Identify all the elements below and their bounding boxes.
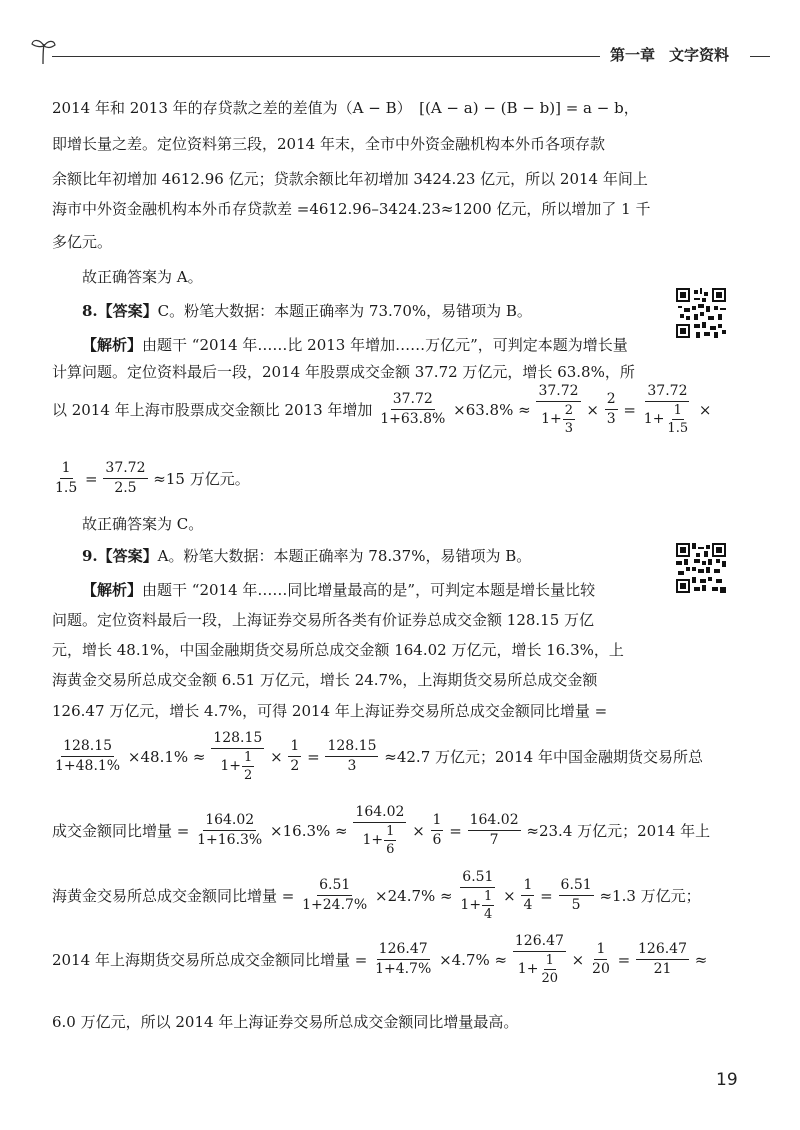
fraction: $\frac{128.15}{1+48.1\%}$ xyxy=(55,738,121,774)
text-line: 余额比年初增加 4612.96 亿元；贷款余额比年初增加 3424.23 亿元，所以 2014 年间上 xyxy=(52,170,648,188)
text-line: 多亿元。 xyxy=(52,233,113,251)
text-line: 2014 年和 2013 年的存贷款之差的差值为（A − B） [(A − a) − (B − b)] = a − b， xyxy=(52,99,639,117)
text-line: 126.47 万亿元，增长 4.7%，可得 2014 年上海证券交易所总成交金额同比增量 = xyxy=(52,702,608,720)
text-line: 6.0 万亿元，所以 2014 年上海证券交易所总成交金额同比增量最高。 xyxy=(52,1013,519,1031)
fraction: $\frac{126.47}{1+4.7\%}$ xyxy=(375,941,432,977)
q8-equation-1: 以 2014 年上海市股票成交金额比 2013 年增加 $\frac{37.72}{1+63.8\%}$ ×63.8% ≈ 37.72 1+ $\frac{2}{3}$ × $\frac{2}{3}$ = 37.72 1+ $\frac{1}{1.5}$ × xyxy=(52,383,712,436)
fraction: 128.15 1+ $\frac{1}{2}$ xyxy=(213,730,263,783)
header-rule-right xyxy=(750,56,770,57)
q9-equation-2: 成交金额同比增量 = $\frac{164.02}{1+16.3\%}$ ×16.3% ≈ 164.02 1+ $\frac{1}{6}$ × $\frac{1}{6}$ = $\frac{164.02}{7}$ ≈23.4 万亿元；2014 年上 xyxy=(52,804,711,857)
header-rule-left xyxy=(52,56,600,57)
text-line: 海黄金交易所总成交金额 6.51 万亿元，增长 24.7%，上海期货交易所总成交金额 xyxy=(52,671,598,689)
q8-analysis-text: 由题干 “2014 年……比 2013 年增加……万亿元”，可判定本题为增长量 xyxy=(142,336,628,354)
fraction: $\frac{164.02}{7}$ xyxy=(469,812,519,848)
text-line: 海市中外资金融机构本外币存贷款差 =4612.96–3424.23≈1200 亿元，所以增加了 1 千 xyxy=(52,200,651,218)
q8-answer-line xyxy=(82,301,532,321)
q8-analysis-label: 【解析】 xyxy=(82,336,143,354)
fraction: $\frac{37.72}{2.5}$ xyxy=(105,460,146,496)
qr-code-icon[interactable] xyxy=(676,543,726,593)
fraction: $\frac{1}{1.5}$ xyxy=(55,460,78,496)
chapter-title xyxy=(610,44,729,65)
answer-conclusion: 故正确答案为 C。 xyxy=(82,515,204,533)
fraction: $\frac{126.47}{21}$ xyxy=(638,941,687,977)
q8-answer-text: C。粉笔大数据：本题正确率为 73.70%，易错项为 B。 xyxy=(157,302,532,320)
page-header xyxy=(30,36,770,76)
q9-answer-text: A。粉笔大数据：本题正确率为 78.37%，易错项为 B。 xyxy=(157,547,532,565)
q8-equation-2: $\frac{1}{1.5}$ = $\frac{37.72}{2.5}$ ≈15 万亿元。 xyxy=(55,460,250,496)
fraction: 126.47 1+ $\frac{1}{20}$ xyxy=(514,933,564,986)
chapter-label: 第一章 xyxy=(610,46,656,64)
q9-equation-3: 海黄金交易所总成交金额同比增量 = $\frac{6.51}{1+24.7\%}$ ×24.7% ≈ 6.51 1+ $\frac{1}{4}$ × $\frac{1}{4}$ = $\frac{6.51}{5}$ ≈1.3 万亿元； xyxy=(52,869,701,922)
fraction: $\frac{2}{3}$ xyxy=(606,391,616,427)
qr-code-icon[interactable] xyxy=(676,288,726,338)
q8-answer-label: 8.【答案】 xyxy=(82,302,158,320)
text-line: 即增长量之差。定位资料第三段，2014 年末，全市中外资金融机构本外币各项存款 xyxy=(52,135,605,153)
fraction: $\frac{6.51}{1+24.7\%}$ xyxy=(302,877,368,913)
fraction: 164.02 1+ $\frac{1}{6}$ xyxy=(355,804,405,857)
q9-equation-4: 2014 年上海期货交易所总成交金额同比增量 = $\frac{126.47}{1+4.7\%}$ ×4.7% ≈ 126.47 1+ $\frac{1}{20}$ × $\frac{1}{20}$ = $\frac{126.47}{21}$ ≈ xyxy=(52,933,708,986)
text-line: 问题。定位资料最后一段，上海证券交易所各类有价证券总成交金额 128.15 万亿 xyxy=(52,611,595,629)
q9-answer-label: 9.【答案】 xyxy=(82,547,158,565)
q9-answer-line xyxy=(82,546,531,566)
fraction: 37.72 1+ $\frac{2}{3}$ xyxy=(538,383,579,436)
q8-analysis-line xyxy=(82,335,628,355)
section-label: 文字资料 xyxy=(669,46,730,64)
q9-equation-1: $\frac{128.15}{1+48.1\%}$ ×48.1% ≈ 128.15 1+ $\frac{1}{2}$ × $\frac{1}{2}$ = $\frac{128.15}{3}$ ≈42.7 万亿元；2014 年中国金融期货交易所总 xyxy=(55,730,703,783)
page-number: 19 xyxy=(716,1070,738,1090)
q9-analysis-label: 【解析】 xyxy=(82,581,143,599)
fraction: 37.72 1+ $\frac{1}{1.5}$ xyxy=(643,383,689,436)
fraction: $\frac{1}{20}$ xyxy=(592,941,610,977)
leaf-icon xyxy=(30,36,56,66)
fraction: $\frac{128.15}{3}$ xyxy=(327,738,377,774)
fraction: $\frac{1}{4}$ xyxy=(523,877,533,913)
q9-analysis-text: 由题干 “2014 年……同比增量最高的是”，可判定本题是增长量比较 xyxy=(142,581,596,599)
fraction: $\frac{37.72}{1+63.8\%}$ xyxy=(380,391,446,427)
eq-text: 以 2014 年上海市股票成交金额比 2013 年增加 xyxy=(52,401,373,419)
text-line: 元，增长 48.1%，中国金融期货交易所总成交金额 164.02 万亿元，增长 16.3%，上 xyxy=(52,641,624,659)
fraction: $\frac{1}{6}$ xyxy=(432,812,442,848)
fraction: $\frac{1}{2}$ xyxy=(290,738,300,774)
text-line: 计算问题。定位资料最后一段，2014 年股票成交金额 37.72 万亿元，增长 63.8%，所 xyxy=(52,363,635,381)
fraction: 6.51 1+ $\frac{1}{4}$ xyxy=(460,869,494,922)
fraction: $\frac{164.02}{1+16.3\%}$ xyxy=(197,812,263,848)
fraction: $\frac{6.51}{5}$ xyxy=(560,877,592,913)
answer-conclusion: 故正确答案为 A。 xyxy=(82,268,203,286)
q9-analysis-line xyxy=(82,580,595,600)
